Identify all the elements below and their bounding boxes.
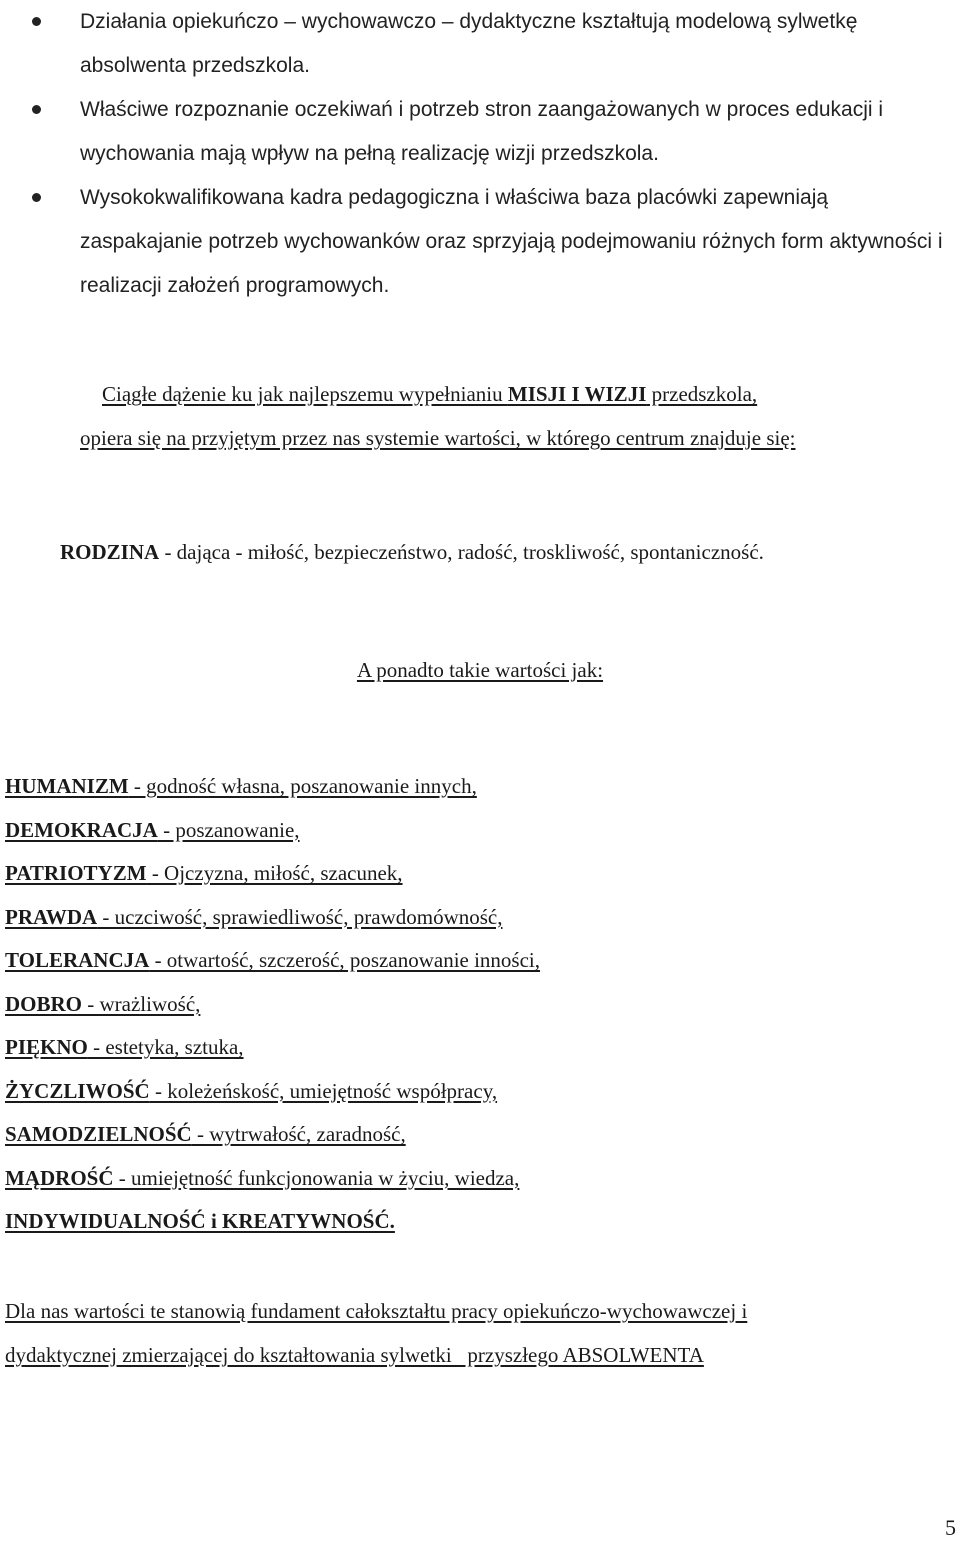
list-item <box>5 1070 945 1114</box>
value-desc: - wrażliwość, <box>82 991 201 1016</box>
values-intro: A ponadto takie wartości jak: <box>356 658 604 682</box>
principle-text: Właściwe rozpoznanie oczekiwań i potrzeb stron zaangażowanych w proces edukacji i wychowania mają wpływ na pełną realizację wizji przedszkola. <box>80 98 884 165</box>
list-item <box>5 1157 945 1201</box>
closing-line-1: Dla nas wartości te stanowią fundament całokształtu pracy opiekuńczo-wychowawczej i <box>5 1299 748 1323</box>
value-desc: - otwartość, szczerość, poszanowanie inności, <box>149 948 541 972</box>
value-term: MĄDROŚĆ <box>5 1165 114 1190</box>
list-item <box>32 176 947 308</box>
value-term: TOLERANCJA <box>5 948 150 972</box>
mission-line-1 <box>80 372 950 416</box>
value-desc: - umiejętność funkcjonowania w życiu, wiedza, <box>113 1165 520 1190</box>
value-desc: - Ojczyzna, miłość, szacunek, <box>146 861 403 885</box>
principle-text: Działania opiekuńczo – wychowawczo – dydaktyczne kształtują modelową sylwetkę absolwenta przedszkola. <box>80 10 858 77</box>
list-item <box>5 896 945 940</box>
value-term: DEMOKRACJA <box>5 817 158 842</box>
closing-line-2: dydaktycznej zmierzającej do kształtowania sylwetki przyszłego ABSOLWENTA <box>5 1343 704 1367</box>
mission-text-after: przedszkola, <box>646 382 758 406</box>
value-desc: - godność własna, poszanowanie innych, <box>128 774 477 798</box>
principle-text: Wysokokwalifikowana kadra pedagogiczna i właściwa baza placówki zapewniają zaspakajanie potrzeb wychowanków oraz sprzyjają podejmowaniu różnych form aktywności i realizacji założeń programowych. <box>80 186 943 297</box>
value-desc: - estetyka, sztuka, <box>87 1035 244 1059</box>
core-value-term: RODZINA <box>60 540 160 564</box>
bullet-icon <box>32 17 41 26</box>
list-item <box>5 852 945 896</box>
core-value-desc: - dająca - miłość, bezpieczeństwo, radość, troskliwość, spontaniczność. <box>159 540 764 564</box>
value-term: DOBRO <box>5 991 83 1016</box>
values-list <box>5 765 945 1244</box>
bullet-icon <box>32 105 41 114</box>
list-item <box>5 983 945 1027</box>
list-item <box>5 1200 945 1244</box>
value-term: PIĘKNO <box>5 1035 88 1059</box>
list-item <box>32 88 947 176</box>
value-term: PATRIOTYZM <box>5 861 147 885</box>
mission-bold-term: MISJI I WIZJI <box>507 382 647 406</box>
page-number: 5 <box>945 1515 956 1540</box>
value-term: HUMANIZM <box>5 774 129 798</box>
mission-statement <box>80 372 950 460</box>
list-item <box>5 939 945 983</box>
value-term: ŻYCZLIWOŚĆ <box>5 1078 150 1103</box>
value-term: PRAWDA <box>5 904 98 929</box>
mission-line-2: opiera się na przyjętym przez nas systemie wartości, w którego centrum znajduje się: <box>80 426 796 450</box>
value-term: SAMODZIELNOŚĆ <box>5 1122 192 1146</box>
list-item <box>5 1113 945 1157</box>
value-term: INDYWIDUALNOŚĆ i KREATYWNOŚĆ. <box>5 1209 395 1233</box>
value-desc: - poszanowanie, <box>157 817 300 842</box>
list-item <box>5 809 945 853</box>
core-value <box>60 530 950 574</box>
value-desc: - wytrwałość, zaradność, <box>191 1122 406 1146</box>
list-item <box>32 0 947 88</box>
principles-list <box>32 0 947 308</box>
list-item <box>5 1026 945 1070</box>
mission-text-before: Ciągłe dążenie ku jak najlepszemu wypełnianiu <box>102 382 508 406</box>
bullet-icon <box>32 193 41 202</box>
value-desc: - koleżeńskość, umiejętność współpracy, <box>149 1078 498 1103</box>
closing-paragraph <box>5 1289 945 1377</box>
value-desc: - uczciwość, sprawiedliwość, prawdomówność, <box>97 904 503 929</box>
list-item <box>5 765 945 809</box>
